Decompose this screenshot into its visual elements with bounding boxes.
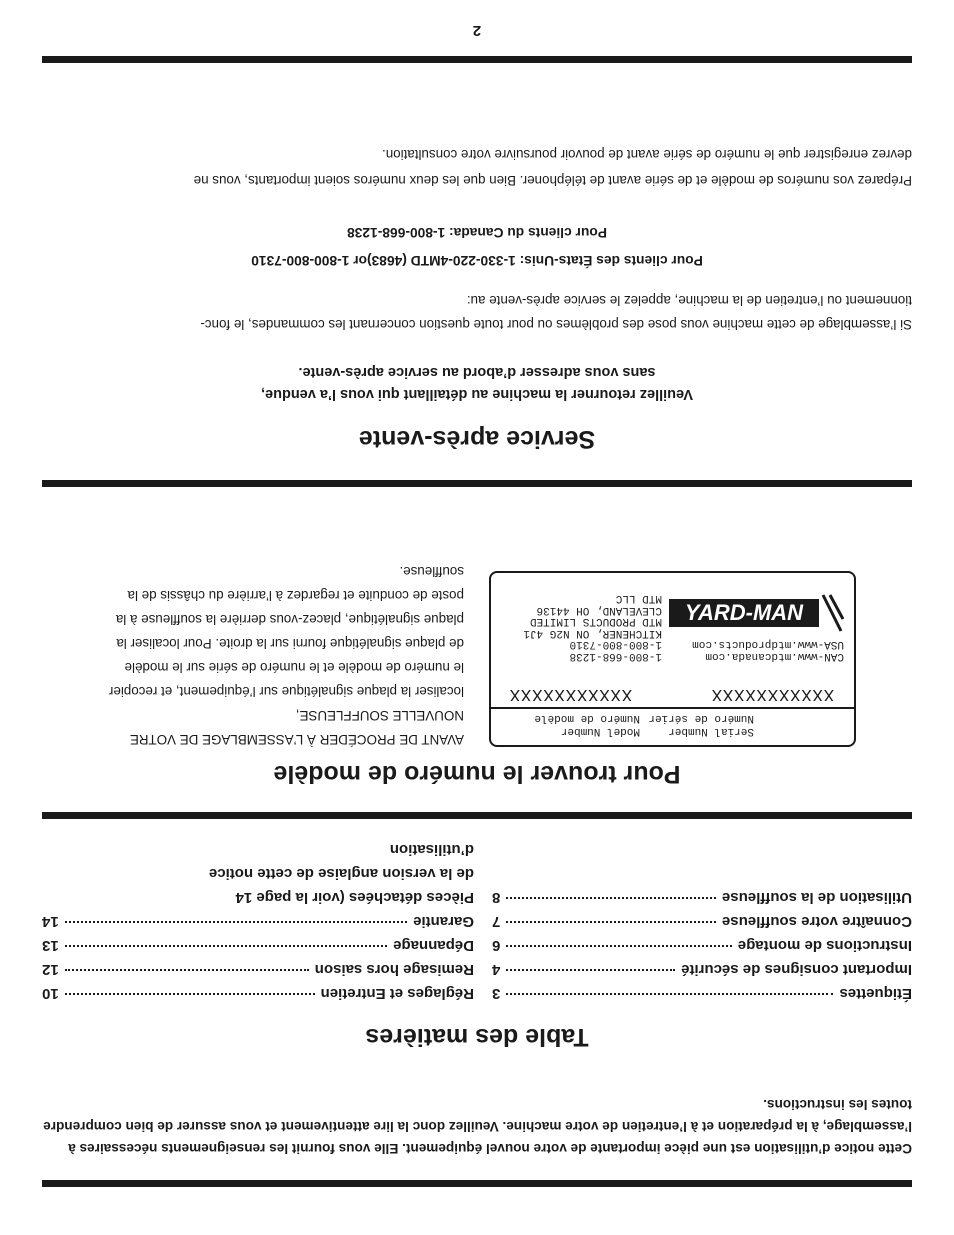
model-number-value: XXXXXXXXXXX: [508, 684, 632, 703]
toc-entry: Connaître votre souffleuse 7: [492, 913, 912, 930]
label-web-block: CAN-www.mtdcanada.com USA-www.mtdproducts.com: [692, 638, 844, 662]
service-closing: Préparez vos numéros de modèle et de série avant de téléphoner. Bien que les deux numéros soient importants, vous ne devrez enregistrer que le numéro de série avant de pouvoir poursuivre votre consultation.: [193, 147, 912, 188]
toc-right-column: [42, 837, 474, 1005]
top-rule: [42, 1180, 912, 1187]
section-rule: [42, 480, 912, 487]
service-body: Si l’assemblage de cette machine vous pose des problèmes ou pour toute question concernant les commandes, le fonc- tionnement ou l’entretien de la machine, appelez le service après-vente au:: [200, 293, 912, 332]
service-phone-ca: Pour clients du Canada: 1-800-668-1238: [347, 225, 607, 240]
model-instructions: AVANT DE PROCÉDER À L’ASSEMBLAGE DE VOTRE NOUVELLE SOUFFLEUSE, localiser la plaque signalétique sur l’équipement, et recopier le numéro de modèle et le numéro de série sur le modèle de plaque signalétique fourni sur la droite. Pour localiser la plaque signalétique, placez-vous derrière la souffleuse à la poste de conduite et regardez à l’arrière du châssis de la souffleuse.: [108, 564, 464, 747]
section-rule: [42, 812, 912, 819]
model-section-title: Pour trouver le numéro de modèle: [273, 760, 681, 788]
serial-number-value: XXXXXXXXXXX: [710, 684, 834, 703]
toc-left-column: [492, 885, 912, 1005]
toc-entry: Garantie 14: [42, 913, 474, 930]
toc-entry: Utilisation de la souffleuse 8: [492, 889, 912, 906]
toc-parts-note: Pièces détachées (voir la page 14 de la version anglaise de cette notice d’utilisation: [208, 841, 474, 906]
label-divider: [491, 708, 854, 710]
svg-text:YARD-MAN: YARD-MAN: [684, 600, 804, 625]
bottom-rule: [42, 56, 912, 63]
service-phone-numbers: [42, 218, 912, 274]
model-number-label: [489, 571, 856, 747]
yard-man-logo: [669, 589, 844, 637]
toc-entry: Étiquettes 3: [492, 985, 912, 1002]
toc-title: Table des matières: [365, 1023, 589, 1051]
service-phone-us: Pour clients des États-Unis: 1-330-220-4MTD (4683)or 1-800-800-7310: [251, 253, 703, 268]
toc-entry: Réglages et Entretien 10: [42, 985, 474, 1002]
service-subtitle: Veuillez retourner la machine au détaillant qui vous l’a vendue, sans vous adresser d’abord au service après-vente.: [261, 364, 693, 402]
toc-entry: Instructions de montage 6: [492, 937, 912, 954]
page-number: 2: [472, 22, 482, 39]
label-address-block: 1-800-668-1238 1-800-800-7310 KITCHENER, ON N2G 4J1 MTD PRODUCTS LIMITED CLEVELAND, OH 44136 MTD LLC: [523, 592, 662, 662]
toc-entry: Remisage hors saison 12: [42, 961, 474, 978]
toc-entry: Dépannage 13: [42, 937, 474, 954]
model-number-header: Model Number Numéro de modèle: [534, 712, 640, 737]
toc-entry: Important consignes de sécurité 4: [492, 961, 912, 978]
serial-number-header: Serial Number Numéro de sérier: [648, 712, 754, 737]
intro-paragraph: Cette notice d’utilisation est une pièce importante de votre nouvel équipement. Elle vous fournit les renseignements nécessaires à l’assemblage, à la préparation et à l’entretien de votre machine. Veuillez donc la lire attentivement et vous assurer de bien comprendre toutes les instructions.: [43, 1097, 912, 1156]
service-section-title: Service après-vente: [358, 425, 596, 453]
